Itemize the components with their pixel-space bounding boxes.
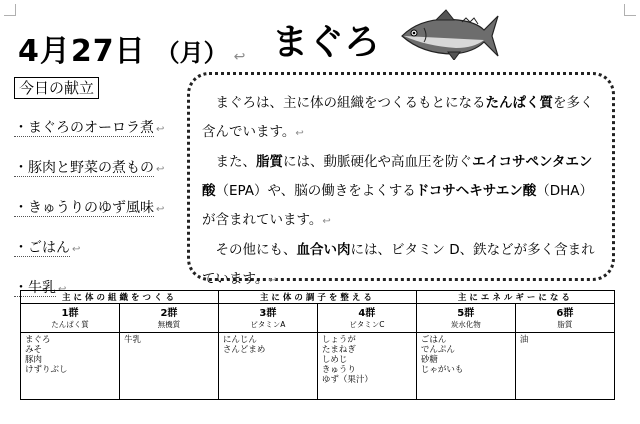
date-heading: [18, 26, 245, 70]
group-1-foods: まぐろ みそ 豚肉 けずりぶし: [21, 333, 120, 400]
paragraph-mark: ↩: [233, 49, 246, 65]
menu-list: [14, 118, 164, 318]
weekday-text: （月）: [155, 39, 228, 67]
group-5-foods: ごはん でんぷん 砂糖 じゃがいも: [416, 333, 515, 400]
menu-item: ・きゅうりのゆず風味 ↩: [14, 200, 165, 216]
group-3-foods: にんじん さんどまめ: [218, 333, 317, 400]
food-group-table: [20, 290, 615, 400]
group-2-foods: 牛乳: [119, 333, 218, 400]
menu-item: ・牛乳 ↩: [14, 280, 67, 296]
food-items-row: [21, 333, 615, 400]
group-6-header: 6群 脂質: [515, 304, 614, 333]
group-header-body: 主に体の組織をつくる: [21, 291, 219, 304]
page-corner-mark-right: [624, 4, 636, 16]
group-4-header: 4群 ビタミンC: [317, 304, 416, 333]
nutrition-info-box: [187, 72, 615, 287]
menu-item: ・豚肉と野菜の煮もの ↩: [14, 160, 165, 176]
group-6-foods: 油: [515, 333, 614, 400]
fish-title: まぐろ: [272, 22, 381, 63]
info-paragraph-blood-meat: その他にも、血合い肉には、ビタミン D、鉄などが多く含まれています。↩: [202, 242, 595, 287]
group-3-header: 3群 ビタミンA: [218, 304, 317, 333]
group-header-condition: 主に体の調子を整える: [218, 291, 416, 304]
group-4-foods: しょうが たまねぎ しめじ きゅうり ゆず（果汁）: [317, 333, 416, 400]
group-1-header: 1群 たんぱく質: [21, 304, 120, 333]
page-corner-mark-left: [4, 4, 16, 16]
tuna-fish-icon: [396, 8, 500, 60]
info-paragraph-fat: また、脂質には、動脈硬化や高血圧を防ぐエイコサペンタエン酸（EPA）や、脳の働きをよくするドコサヘキサエン酸（DHA）が含まれています。↩: [202, 154, 593, 228]
menu-heading: 今日の献立: [14, 77, 99, 99]
group-header-energy: 主にエネルギーになる: [416, 291, 614, 304]
group-2-header: 2群 無機質: [119, 304, 218, 333]
food-group-header-row: [21, 291, 615, 304]
info-paragraph-protein: まぐろは、主に体の組織をつくるもとになるたんぱく質を多く含んでいます。↩: [202, 95, 594, 140]
menu-item: ・まぐろのオーロラ煮 ↩: [14, 120, 165, 136]
food-group-number-row: [21, 304, 615, 333]
date-text: 4月27日: [18, 34, 146, 69]
group-5-header: 5群 炭水化物: [416, 304, 515, 333]
menu-item: ・ごはん ↩: [14, 240, 81, 256]
